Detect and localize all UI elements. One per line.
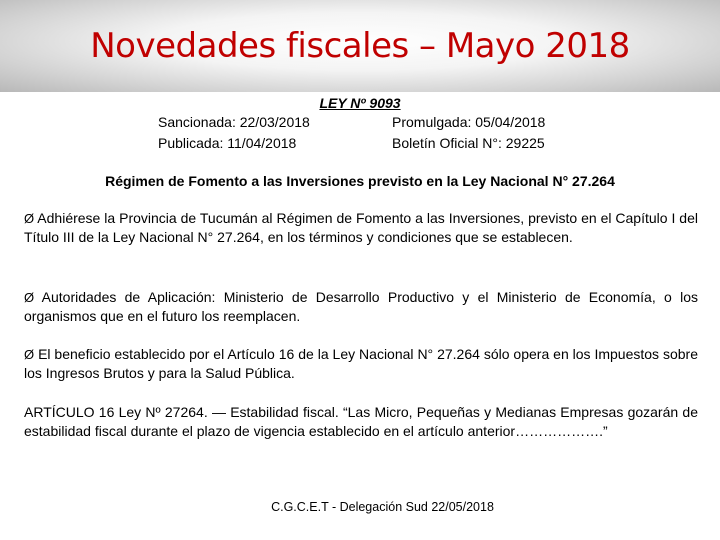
promulgada-date: Promulgada: 05/04/2018 [392, 114, 546, 130]
header-banner [0, 0, 720, 92]
arrow-bullet-icon: Ø [24, 211, 35, 226]
publicada-date: Publicada: 11/04/2018 [158, 135, 297, 151]
page-title: Novedades fiscales – Mayo 2018 [90, 26, 630, 66]
arrow-bullet-icon: Ø [24, 347, 35, 362]
footer-credit: C.G.C.E.T - Delegación Sud 22/05/2018 [271, 500, 494, 514]
law-title: LEY Nº 9093 [319, 95, 401, 111]
bullet-paragraph [24, 288, 698, 326]
article-paragraph: ARTÍCULO 16 Ley Nº 27264. — Estabilidad fiscal. “Las Micro, Pequeñas y Medianas Empresas gozarán de estabilidad fiscal durante el plazo de vigencia establecido en el artículo anterior……………….” [24, 404, 698, 439]
bullet-text: Adhiérese la Provincia de Tucumán al Régimen de Fomento a las Inversiones, previsto en el Capítulo I del Título III de la Ley Nacional N° 27.264, en los términos y condiciones que se establecen. [24, 210, 698, 245]
bullet-paragraph [24, 209, 698, 247]
sancionada-date: Sancionada: 22/03/2018 [158, 114, 310, 130]
bullet-text: El beneficio establecido por el Artículo 16 de la Ley Nacional N° 27.264 sólo opera en los Impuestos sobre los Ingresos Brutos y para la Salud Pública. [24, 346, 699, 381]
bullet-paragraph [24, 345, 698, 383]
bullet-text: Autoridades de Aplicación: Ministerio de Desarrollo Productivo y el Ministerio de Economía, o los organismos que en el futuro los reemplacen. [24, 289, 698, 324]
arrow-bullet-icon: Ø [24, 290, 35, 305]
regimen-title: Régimen de Fomento a las Inversiones previsto en la Ley Nacional N° 27.264 [105, 173, 615, 189]
boletin-number: Boletín Oficial N°: 29225 [392, 135, 545, 151]
